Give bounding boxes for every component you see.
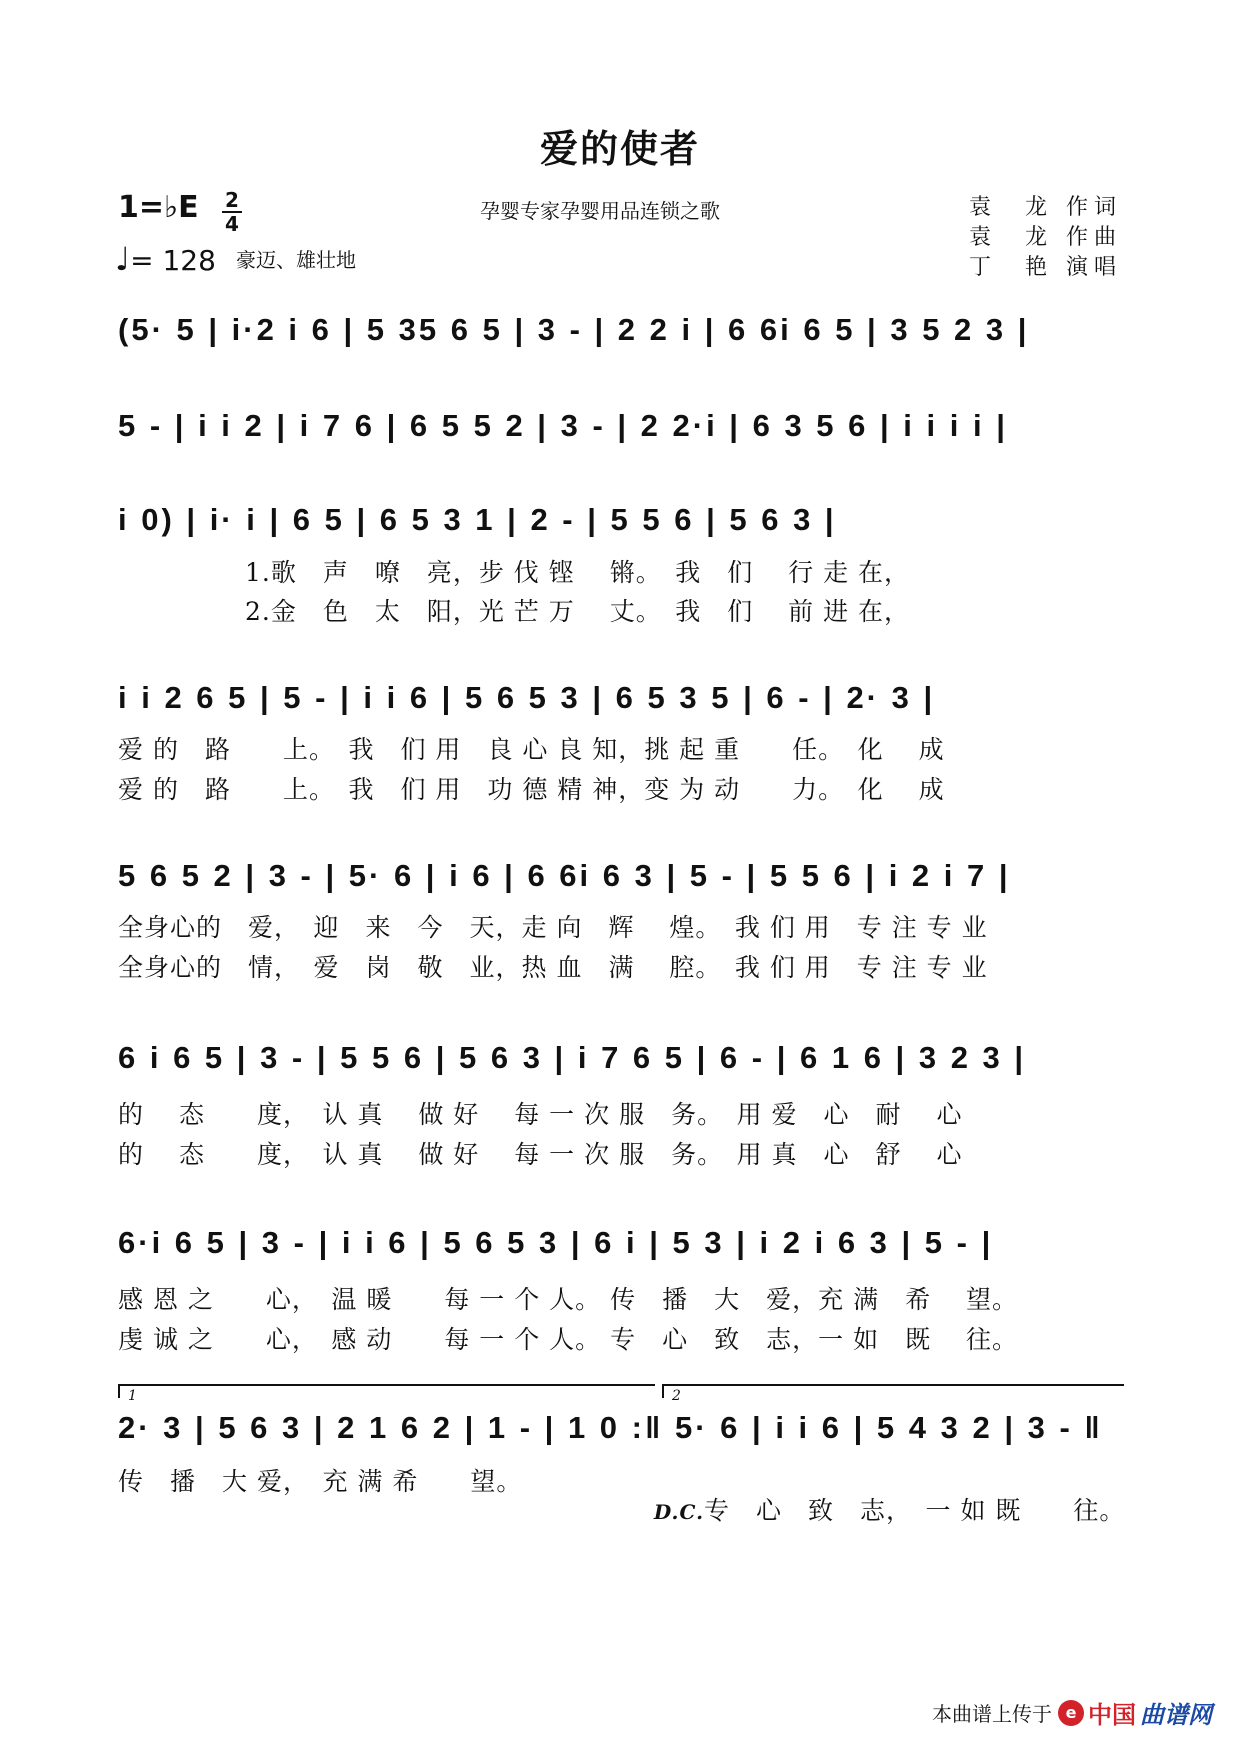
tempo-marking bbox=[115, 240, 216, 278]
site-logo[interactable] bbox=[1058, 1695, 1212, 1730]
singer-credit: 丁 艳 演唱 bbox=[969, 255, 1122, 280]
time-signature-top: 2 bbox=[225, 188, 239, 212]
tempo-value: = 128 bbox=[130, 244, 216, 277]
lyric-after-dc: 专 心 致 志， 一 如 既 往。 bbox=[704, 1496, 1126, 1525]
volta-2-label: 2 bbox=[672, 1388, 681, 1404]
lyric-line-8: 传 播 大 爱， 充 满 希 望。 bbox=[118, 1467, 523, 1496]
logo-text-part2: 曲谱网 bbox=[1140, 1701, 1212, 1729]
music-line-6: 6 i 6 5 | 3 - | 5 5 6 | 5 6 3 | i 7 6 5 | 6 - | 6 1 6 | 3 2 3 | bbox=[118, 1040, 1027, 1075]
volta-bracket-1 bbox=[118, 1384, 655, 1404]
song-title: 爱的使者 bbox=[539, 126, 700, 171]
key-signature: 1=♭E bbox=[118, 190, 199, 225]
dc-marking: D.C. bbox=[653, 1500, 705, 1524]
logo-text-part1: 中国 bbox=[1088, 1701, 1136, 1729]
song-subtitle: 孕婴专家孕婴用品连锁之歌 bbox=[480, 199, 720, 223]
lyric-line-4b: 爱 的 路 上。 我 们 用 功 德 精 神，变 为 动 力。 化 成 bbox=[118, 775, 945, 804]
lyric-line-6b: 的 态 度， 认 真 做 好 每 一 次 服 务。 用 真 心 舒 心 bbox=[118, 1140, 963, 1169]
composer-credit: 袁 龙 作曲 bbox=[969, 225, 1122, 250]
lyricist-credit: 袁 龙 作词 bbox=[969, 195, 1122, 220]
lyric-line-6a: 的 态 度， 认 真 做 好 每 一 次 服 务。 用 爱 心 耐 心 bbox=[118, 1100, 963, 1129]
lyric-line-5a: 全身心的 爱， 迎 来 今 天，走 向 辉 煌。 我 们 用 专 注 专 业 bbox=[118, 913, 988, 942]
music-line-3: i 0) | i· i | 6 5 | 6 5 3 1 | 2 - | 5 5 6 | 5 6 3 | bbox=[118, 502, 837, 537]
time-signature bbox=[222, 190, 242, 234]
expression-marking: 豪迈、雄壮地 bbox=[236, 248, 356, 272]
lyric-line-7a: 感 恩 之 心， 温 暖 每 一 个 人。 传 播 大 爱，充 满 希 望。 bbox=[118, 1285, 1019, 1314]
lyric-line-3a: 1.歌 声 嘹 亮，步 伐 铿 锵。 我 们 行 走 在， bbox=[245, 558, 911, 587]
volta-bracket-2 bbox=[662, 1384, 1124, 1404]
volta-1-label: 1 bbox=[128, 1388, 137, 1404]
lyric-line-5b: 全身心的 情， 爱 岗 敬 业，热 血 满 腔。 我 们 用 专 注 专 业 bbox=[118, 953, 988, 982]
lyric-line-3b: 2.金 色 太 阳，光 芒 万 丈。 我 们 前 进 在， bbox=[245, 597, 911, 626]
music-line-1: (5· 5 | i·2 i 6 | 5 35 6 5 | 3 - | 2 2 i | 6 6i 6 5 | 3 5 2 3 | bbox=[118, 312, 1030, 347]
footer-text: 本曲谱上传于 bbox=[932, 1702, 1052, 1726]
time-signature-bottom: 4 bbox=[225, 212, 239, 236]
music-line-7: 6·i 6 5 | 3 - | i i 6 | 5 6 5 3 | 6 i | 5 3 | i 2 i 6 3 | 5 - | bbox=[118, 1225, 994, 1260]
music-line-8: 2· 3 | 5 6 3 | 2 1 6 2 | 1 - | 1 0 :‖ 5· 6 | i i 6 | 5 4 3 2 | 3 - ‖ bbox=[118, 1410, 1103, 1445]
lyric-line-8-dc bbox=[636, 1462, 1125, 1527]
lyric-line-7b: 虔 诚 之 心， 感 动 每 一 个 人。 专 心 致 志，一 如 既 往。 bbox=[118, 1325, 1019, 1354]
footer bbox=[932, 1695, 1212, 1730]
music-line-4: i i 2 6 5 | 5 - | i i 6 | 5 6 5 3 | 6 5 3 5 | 6 - | 2· 3 | bbox=[118, 680, 936, 715]
lyric-line-4a: 爱 的 路 上。 我 们 用 良 心 良 知，挑 起 重 任。 化 成 bbox=[118, 735, 945, 764]
music-line-5: 5 6 5 2 | 3 - | 5· 6 | i 6 | 6 6i 6 3 | 5 - | 5 5 6 | i 2 i 7 | bbox=[118, 858, 1011, 893]
quarter-note-icon: ♩ bbox=[115, 240, 131, 278]
music-line-2: 5 - | i i 2 | i 7 6 | 6 5 5 2 | 3 - | 2 2·i | 6 3 5 6 | i i i i | bbox=[118, 408, 1008, 443]
credits bbox=[969, 193, 1122, 283]
logo-badge-icon: e bbox=[1058, 1700, 1084, 1726]
